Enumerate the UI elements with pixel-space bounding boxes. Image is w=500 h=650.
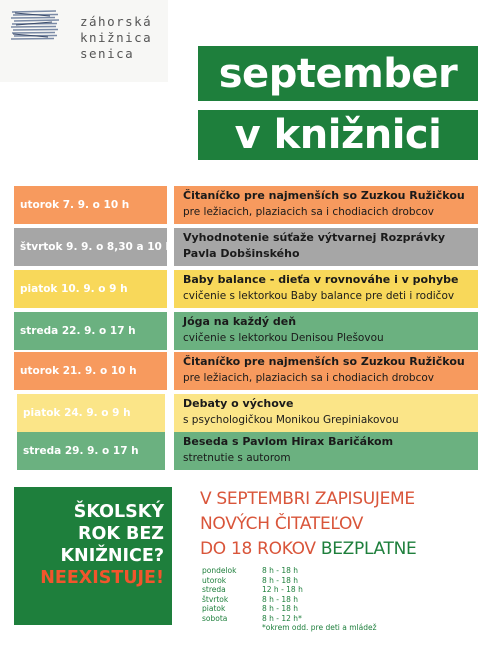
event-date: streda 29. 9. o 17 h [17,432,165,470]
hours-day: piatok [202,604,226,613]
event-row [14,228,478,266]
logo-line: knižnica [80,30,153,45]
event-details [174,270,478,308]
event-details [174,312,478,350]
registration-line: V SEPTEMBRI ZAPISUJEME [200,489,415,509]
registration-notice [200,487,416,562]
hours-day: štvrtok [202,594,229,604]
registration-line: NOVÝCH ČITATEĽOV [200,514,364,534]
event-subtitle: pre ležiacich, plaziacich sa i chodiacich drobcov [183,372,434,384]
hours-row [202,595,377,605]
hours-note: *okrem odd. pre deti a mládež [262,623,377,632]
event-details [174,352,478,390]
event-subtitle: s psychologičkou Monikou Grepiniakovou [183,414,399,426]
logo-lines-icon [10,8,60,42]
event-title-continued: Pavla Dobšinského [183,247,300,260]
hours-time: 8 h - 18 h [262,566,299,575]
event-date: piatok 24. 9. o 9 h [17,394,165,432]
school-line: ŠKOLSKÝ [73,502,164,522]
event-subtitle: pre ležiacich, plaziacich sa i chodiacich drobcov [183,206,434,218]
event-row [14,352,478,390]
logo-line: záhorská [80,14,153,29]
hours-time: 8 h - 18 h [262,604,299,613]
hours-row [202,576,377,586]
library-logo [0,0,168,82]
event-row [14,432,478,470]
school-slogan: NEEXISTUJE! [40,568,164,588]
registration-free: BEZPLATNE [320,539,417,559]
event-details [174,228,478,266]
hours-day: utorok [202,575,227,585]
event-details [174,394,478,432]
school-year-box [14,487,172,625]
event-title: Čitaníčko pre najmenších so Zuzkou Ružičkou [183,189,465,202]
event-subtitle: cvičenie s lektorkou Baby balance pre deti i rodičov [183,290,455,302]
title-v-kniznici: v knižnici [198,110,478,160]
event-details [174,186,478,224]
event-details [174,432,478,470]
event-subtitle: stretnutie s autorom [183,452,291,464]
logo-text [80,14,152,62]
event-title: Vyhodnotenie súťaže výtvarnej Rozprávky [183,231,446,244]
event-date: utorok 21. 9. o 10 h [14,352,167,390]
hours-time: 12 h - 18 h [262,585,303,594]
registration-age: DO 18 ROKOV [200,539,316,559]
hours-day: sobota [202,613,228,623]
event-row [14,186,478,224]
event-date: utorok 7. 9. o 10 h [14,186,167,224]
hours-time: 8 h - 18 h [262,594,299,604]
title-september: september [198,46,478,101]
event-title: Jóga na každý deň [183,315,297,328]
event-title: Čitaníčko pre najmenších so Zuzkou Ružičkou [183,355,465,368]
registration-line-last [200,537,416,562]
event-date: štvrtok 9. 9. o 8,30 a 10 h [14,228,167,266]
hours-day: streda [202,585,226,594]
event-subtitle: cvičenie s lektorkou Denisou Plešovou [183,332,384,344]
logo-line: senica [80,46,135,61]
school-line: ROK BEZ [78,524,164,544]
hours-row [202,604,377,614]
event-date: streda 22. 9. o 17 h [14,312,167,350]
hours-row [202,566,377,576]
hours-time: 8 h - 12 h* [262,613,302,623]
opening-hours [202,566,377,633]
hours-day: pondelok [202,566,237,575]
hours-row [202,614,377,624]
school-line: KNIŽNICE? [60,546,164,566]
hours-time: 8 h - 18 h [262,575,299,585]
event-row [14,270,478,308]
event-title: Debaty o výchove [183,397,294,410]
event-row [14,312,478,350]
event-row [14,394,478,432]
hours-row [202,585,377,595]
event-title: Beseda s Pavlom Hirax Baričákom [183,435,394,448]
event-date: piatok 10. 9. o 9 h [14,270,167,308]
event-title: Baby balance - dieťa v rovnováhe i v pohybe [183,273,459,286]
